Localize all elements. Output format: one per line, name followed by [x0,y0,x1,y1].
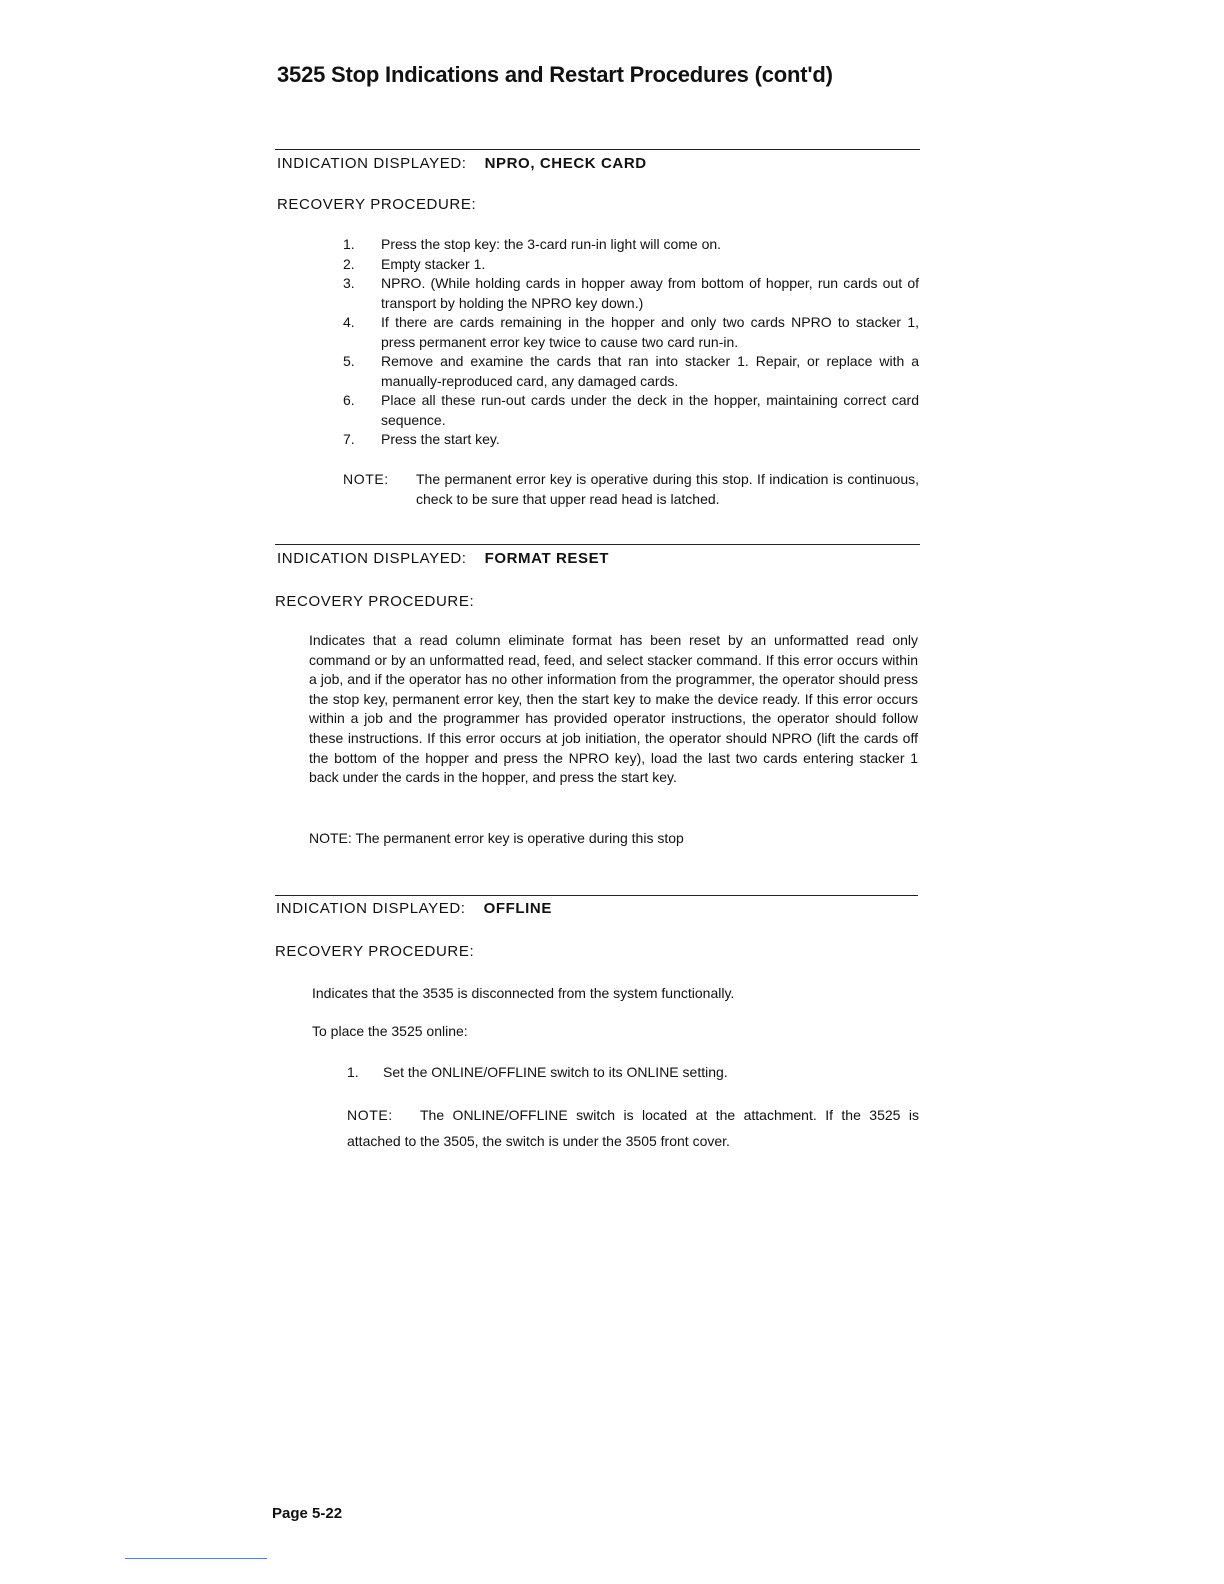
section-npro-check-card [275,149,920,507]
section-divider [275,544,920,545]
step-number: 5. [343,353,355,369]
step-item [343,235,919,255]
step-item [343,274,919,313]
indication-value: FORMAT RESET [484,550,609,567]
step-number: 7. [343,431,355,447]
section-format-reset [275,544,920,846]
recovery-steps [343,235,919,450]
description-paragraph: Indicates that the 3535 is disconnected from the system functionally. [312,985,735,1001]
step-item [343,352,919,391]
online-steps [347,1063,917,1083]
note-text: The ONLINE/OFFLINE switch is located at the attachment. If the 3525 is attached to the 3505, the switch is under the 3505 front cover. [347,1107,919,1149]
indication-line [276,900,552,917]
step-item [343,255,919,275]
step-text: Empty stacker 1. [381,255,486,272]
step-text: Press the stop key: the 3-card run-in light will come on. [381,236,722,252]
indication-value: NPRO, CHECK CARD [484,155,647,172]
step-text: If there are cards remaining in the hopper and only two cards NPRO to stacker 1, press permanent error key twice to cause two card run-in. [381,314,919,350]
step-text: NPRO. (While holding cards in hopper away from bottom of hopper, run cards out of transport by holding the NPRO key down.) [381,275,919,311]
note [347,1102,919,1154]
step-text: Set the ONLINE/OFFLINE switch to its ONLINE setting. [383,1064,728,1080]
note [343,470,919,509]
subheading: To place the 3525 online: [312,1023,468,1039]
note-label: NOTE: [343,471,389,487]
step-number: 3. [343,275,355,291]
step-number: 2. [343,255,355,272]
indication-line [277,155,647,172]
step-text: Place all these run-out cards under the deck in the hopper, maintaining correct card sequence. [381,392,919,428]
step-item [347,1063,917,1083]
note: NOTE: The permanent error key is operative during this stop [309,830,684,846]
step-number: 1. [343,236,355,252]
recovery-label: RECOVERY PROCEDURE: [275,943,475,960]
indication-value: OFFLINE [483,900,552,917]
description-paragraph: Indicates that a read column eliminate format has been reset by an unformatted read only command or by an unformatted read, feed, and select stacker command. If this error occurs within a job, and if the operator has no other information from the programmer, the operator should press the stop key, permanent error key, then the start key to make the device ready. If this error occurs within a job and the programmer has provided operator instructions, the operator should follow these instructions. If this error occurs at job initiation, the operator should NPRO (lift the cards off the bottom of the hopper and press the NPRO key), load the last two cards entering stacker 1 back under the cards in the hopper, and press the start key. [309,632,918,786]
section-divider [275,149,920,150]
note-text: The permanent error key is operative during this stop. If indication is continuous, check to be sure that upper read head is latched. [416,471,919,507]
section-divider [275,895,918,896]
section-offline [275,895,920,1149]
step-item [343,391,919,430]
step-item [343,313,919,352]
footer-rule [125,1558,267,1559]
step-text: Press the start key. [381,431,500,447]
recovery-label: RECOVERY PROCEDURE: [275,593,475,610]
indication-label: INDICATION DISPLAYED: [276,900,466,917]
step-item [343,430,919,450]
indication-line [277,550,609,567]
step-number: 4. [343,314,355,330]
page-title: 3525 Stop Indications and Restart Procedures (cont'd) [277,62,833,87]
indication-label: INDICATION DISPLAYED: [277,155,467,172]
step-text: Remove and examine the cards that ran into stacker 1. Repair, or replace with a manually-reproduced card, any damaged cards. [381,353,919,389]
step-number: 1. [347,1064,359,1080]
recovery-label: RECOVERY PROCEDURE: [277,196,477,213]
step-number: 6. [343,392,355,408]
page-number: Page 5-22 [272,1505,343,1522]
note-label: NOTE: [347,1107,393,1123]
indication-label: INDICATION DISPLAYED: [277,550,467,567]
